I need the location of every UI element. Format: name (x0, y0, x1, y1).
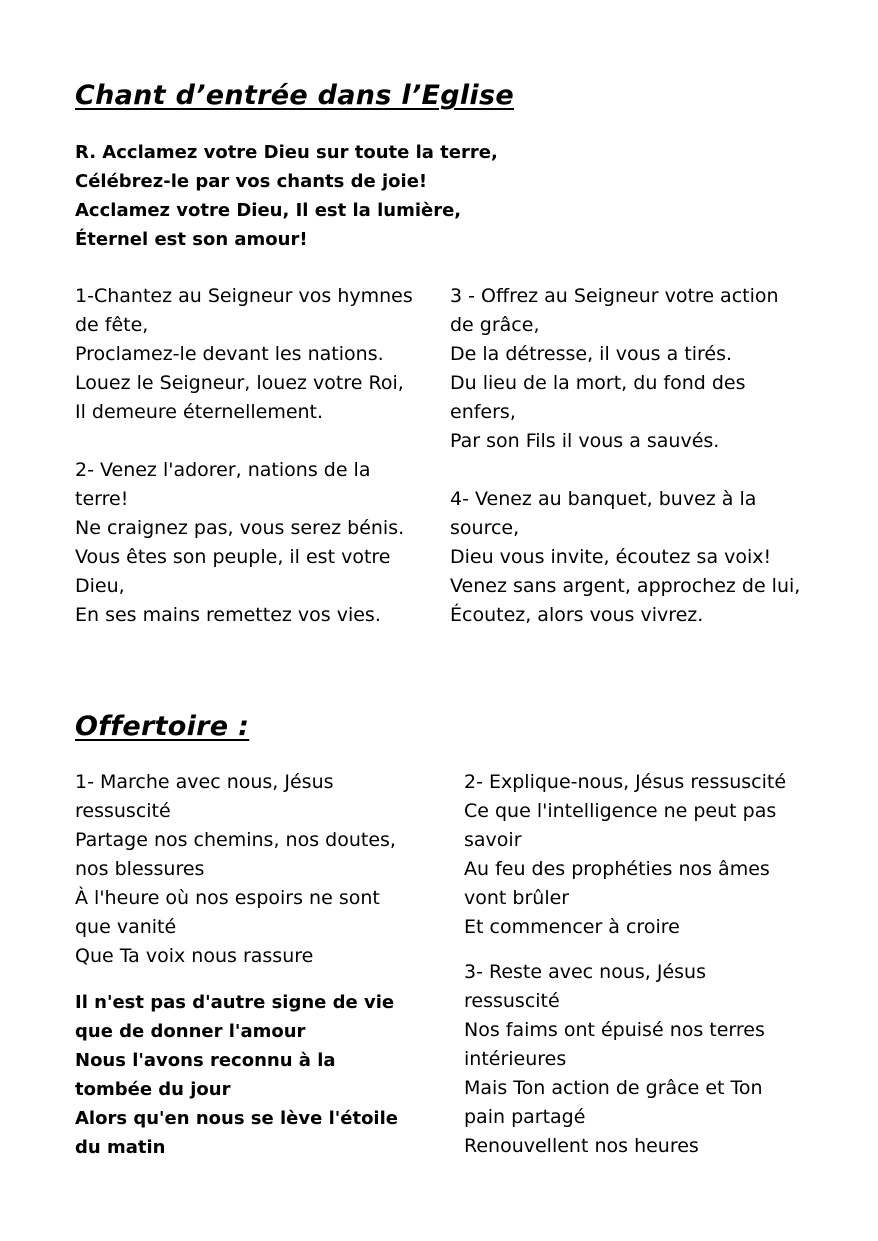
verse-line: source, (450, 517, 520, 539)
refrain-line: Acclamez votre Dieu, Il est la lumière, (75, 200, 462, 221)
verse-line: Dieu vous invite, écoutez sa voix! (450, 546, 772, 568)
verse-line: de grâce, (450, 314, 540, 336)
refrain-line: Il n'est pas d'autre signe de vie (75, 992, 395, 1013)
verse-line: pain partagé (464, 1106, 586, 1128)
verse-line: Ce que l'intelligence ne peut pas (464, 800, 777, 822)
verse-line: Dieu, (75, 575, 125, 597)
offertoire-verse-2 (464, 768, 786, 942)
verse-line: De la détresse, il vous a tirés. (450, 343, 733, 365)
verse-line: enfers, (450, 401, 516, 423)
refrain-line: Éternel est son amour! (75, 229, 308, 250)
verse-line: intérieures (464, 1048, 567, 1070)
verse-line: de fête, (75, 314, 149, 336)
refrain-line: Nous l'avons reconnu à la (75, 1050, 336, 1071)
refrain-line: Alors qu'en nous se lève l'étoile (75, 1108, 398, 1129)
entree-verse-4 (450, 485, 800, 630)
refrain-line: tombée du jour (75, 1079, 231, 1100)
verse-line: 1- Marche avec nous, Jésus (75, 771, 334, 793)
verse-line: Louez le Seigneur, louez votre Roi, (75, 372, 404, 394)
verse-line: Au feu des prophéties nos âmes (464, 858, 770, 880)
offertoire-refrain (75, 988, 398, 1162)
verse-line: nos blessures (75, 858, 205, 880)
verse-line: ressuscité (464, 990, 560, 1012)
offertoire-verse-1 (75, 768, 396, 971)
verse-line: Nos faims ont épuisé nos terres (464, 1019, 765, 1041)
entree-verse-2 (75, 456, 404, 630)
verse-line: 3 - Offrez au Seigneur votre action (450, 285, 779, 307)
verse-line: que vanité (75, 916, 177, 938)
verse-line: Et commencer à croire (464, 916, 680, 938)
offertoire-title: Offertoire : (75, 711, 250, 742)
verse-line: 3- Reste avec nous, Jésus (464, 961, 706, 983)
verse-line: Ne craignez pas, vous serez bénis. (75, 517, 405, 539)
verse-line: Par son Fils il vous a sauvés. (450, 430, 720, 452)
verse-line: Il demeure éternellement. (75, 401, 324, 423)
verse-line: 2- Venez l'adorer, nations de la (75, 459, 371, 481)
verse-line: 2- Explique-nous, Jésus ressuscité (464, 771, 787, 793)
entree-verse-1 (75, 282, 413, 427)
verse-line: Venez sans argent, approchez de lui, (450, 575, 801, 597)
entree-title: Chant d’entrée dans l’Eglise (75, 80, 514, 111)
verse-line: 4- Venez au banquet, buvez à la (450, 488, 757, 510)
verse-line: savoir (464, 829, 522, 851)
verse-line: Renouvellent nos heures (464, 1135, 699, 1157)
verse-line: Que Ta voix nous rassure (75, 945, 314, 967)
verse-line: Partage nos chemins, nos doutes, (75, 829, 396, 851)
verse-line: ressuscité (75, 800, 171, 822)
entree-refrain (75, 138, 498, 254)
verse-line: Vous êtes son peuple, il est votre (75, 546, 391, 568)
refrain-line: Célébrez-le par vos chants de joie! (75, 171, 428, 192)
verse-line: Mais Ton action de grâce et Ton (464, 1077, 763, 1099)
refrain-line: que de donner l'amour (75, 1021, 306, 1042)
refrain-line: R. Acclamez votre Dieu sur toute la terre, (75, 142, 498, 163)
verse-line: Proclamez-le devant les nations. (75, 343, 384, 365)
verse-line: 1-Chantez au Seigneur vos hymnes (75, 285, 413, 307)
verse-line: À l'heure où nos espoirs ne sont (75, 887, 380, 909)
refrain-line: du matin (75, 1137, 166, 1158)
offertoire-verse-3 (464, 958, 765, 1161)
verse-line: Du lieu de la mort, du fond des (450, 372, 746, 394)
entree-verse-3 (450, 282, 779, 456)
verse-line: vont brûler (464, 887, 570, 909)
verse-line: Écoutez, alors vous vivrez. (450, 604, 704, 626)
verse-line: En ses mains remettez vos vies. (75, 604, 381, 626)
verse-line: terre! (75, 488, 129, 510)
